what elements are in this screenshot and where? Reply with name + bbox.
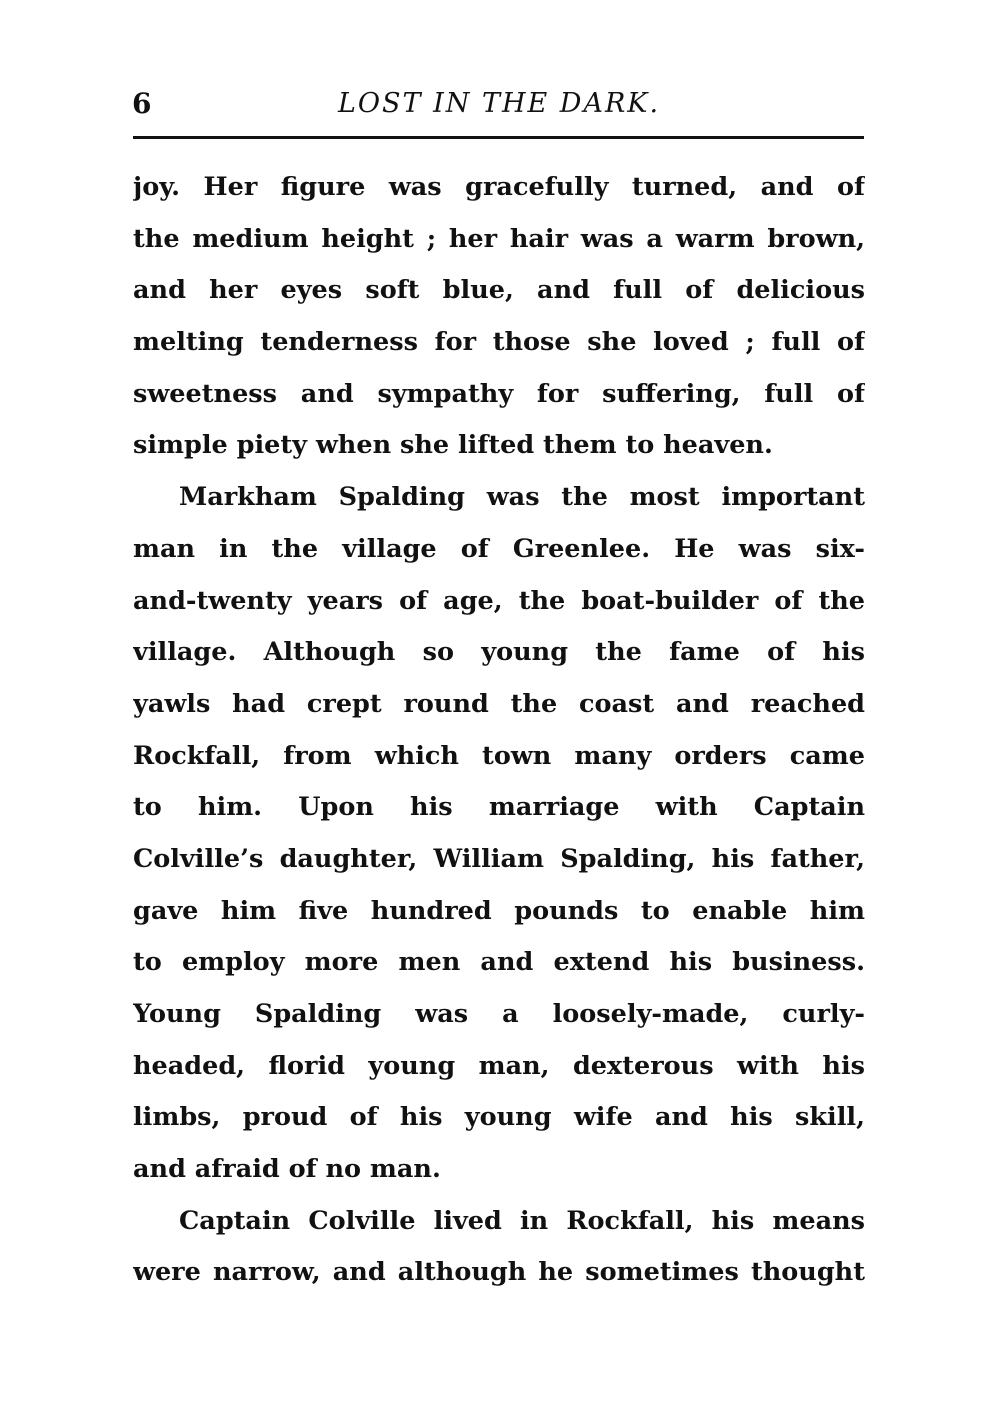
text-line: Young Spalding was a loosely-made, curly- xyxy=(133,999,865,1029)
text-line: Colville’s daughter, William Spalding, his father, xyxy=(133,843,865,874)
text-line: Markham Spalding was the most important xyxy=(179,482,865,513)
text-line: sweetness and sympathy for suffering, full of xyxy=(133,378,865,409)
text-line: were narrow, and although he sometimes thought xyxy=(133,1257,865,1288)
header-rule xyxy=(133,136,864,139)
text-line: simple piety when she lifted them to heaven. xyxy=(133,430,773,461)
text-line: man in the village of Greenlee. He was six- xyxy=(133,533,865,564)
text-line: yawls had crept round the coast and reached xyxy=(133,688,865,719)
text-line: Rockfall, from which town many orders came xyxy=(133,740,865,771)
page-header xyxy=(132,84,866,124)
text-line: melting tenderness for those she loved ; full of xyxy=(133,327,865,358)
text-line: and her eyes soft blue, and full of delicious xyxy=(133,275,865,306)
body-text xyxy=(133,162,865,1299)
text-line: and afraid of no man. xyxy=(133,1154,441,1185)
text-line: and-twenty years of age, the boat-builder of the xyxy=(133,585,865,616)
text-line: headed, florid young man, dexterous with his xyxy=(133,1050,865,1081)
text-line: joy. Her figure was gracefully turned, and of xyxy=(133,172,865,202)
text-line: limbs, proud of his young wife and his skill, xyxy=(133,1102,865,1133)
text-line: village. Although so young the fame of his xyxy=(133,637,865,668)
text-line: to employ more men and extend his business. xyxy=(133,947,865,978)
text-line: the medium height ; her hair was a warm brown, xyxy=(133,223,865,254)
text-line: Captain Colville lived in Rockfall, his means xyxy=(179,1205,865,1236)
text-line: to him. Upon his marriage with Captain xyxy=(133,792,865,823)
text-line: gave him five hundred pounds to enable him xyxy=(133,895,865,926)
page-number: 6 xyxy=(132,87,152,120)
running-title: LOST IN THE DARK. xyxy=(337,88,661,119)
